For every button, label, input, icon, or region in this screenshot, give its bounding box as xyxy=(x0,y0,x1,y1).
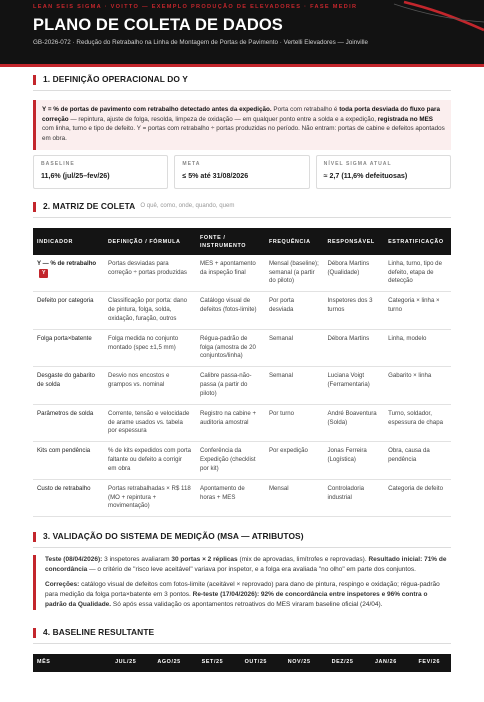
table-cell: Categoria de defeito xyxy=(384,479,451,516)
table-cell: Jonas Ferreira (Logística) xyxy=(323,442,384,479)
column-header: ESTRATIFICAÇÃO xyxy=(384,228,451,255)
metric-label: META xyxy=(182,160,201,167)
metric-label: BASELINE xyxy=(41,160,75,167)
msa-text: catálogo visual de defeitos com fotos-limite (aceitável × reprovado) para dano de pintura, respingo e oxidação; régua-padrão para medição da folga porta×batente em 3 pontos. xyxy=(45,581,440,599)
table-cell: Por expedição xyxy=(265,442,324,479)
table-cell: Classificação por porta: dano de pintura, folga, solda, oxidação, furação, outros xyxy=(104,292,196,329)
section-1-heading xyxy=(33,74,451,86)
table-cell: Defeito por categoria xyxy=(33,292,104,329)
table-cell: Régua-padrão de folga (amostra de 20 conjuntos/linha) xyxy=(196,329,265,366)
y-badge: Y xyxy=(39,269,48,279)
table-cell: Controladoria industrial xyxy=(323,479,384,516)
metric-card-sigma xyxy=(316,155,451,189)
column-header: INDICADOR xyxy=(33,228,104,255)
table-cell: Folga porta×batente xyxy=(33,329,104,366)
msa-text: Só após essa validação os apontamentos retroativos do MES viraram baseline oficial (24/04). xyxy=(111,601,383,609)
table-cell: Desvio nos encostos e grampos vs. nominal xyxy=(104,367,196,404)
table-cell: André Boaventura (Solda) xyxy=(323,404,384,441)
table-cell: Débora Martins (Qualidade) xyxy=(323,255,384,292)
section-divider xyxy=(33,90,451,91)
operational-definition-box xyxy=(33,100,451,150)
table-row xyxy=(33,479,451,516)
section-title: 2. MATRIZ DE COLETA xyxy=(43,200,136,211)
section-divider xyxy=(33,217,451,218)
section-4-heading xyxy=(33,627,451,639)
table-cell: Débora Martins xyxy=(323,329,384,366)
msa-text: (mix de aprovadas, limítrofes e reprovadas). xyxy=(237,555,369,563)
msa-bold: Resultado inicial: 71% de concordância xyxy=(45,555,447,574)
msa-text: — o critério de "risco leve aceitável" variava por inspetor, e a folga era avaliada "no olho" em parte dos conjuntos. xyxy=(87,566,416,574)
metric-card-baseline xyxy=(33,155,168,189)
metric-value: ≤ 5% até 31/08/2026 xyxy=(182,171,249,180)
section-title: 4. BASELINE RESULTANTE xyxy=(43,627,155,638)
metric-card-meta xyxy=(174,155,309,189)
table-cell: MES + apontamento da inspeção final xyxy=(196,255,265,292)
msa-validation-text xyxy=(33,555,451,610)
column-header: RESPONSÁVEL xyxy=(323,228,384,255)
table-cell: Desgaste do gabarito de solda xyxy=(33,367,104,404)
definition-text: com linha, turno e tipo de defeito. Y = portas com retrabalho ÷ portas produzidas no período. Não entram: portas de cabine e defeitos apontados em obra. xyxy=(42,125,445,143)
table-cell: Linha, turno, tipo de defeito, etapa de detecção xyxy=(384,255,451,292)
table-cell: Categoria × linha × turno xyxy=(384,292,451,329)
metric-value: 11,6% (jul/25–fev/26) xyxy=(41,171,110,180)
definition-y-bold: Y = % de portas de pavimento com retrabalho detectado antes da expedição. xyxy=(42,105,272,113)
table-cell: Por turno xyxy=(265,404,324,441)
msa-bold: Re-teste (17/04/2026): 92% de concordância entre inspetores e 96% contra o padrão da Qualidade. xyxy=(45,591,428,609)
table-cell xyxy=(33,255,104,292)
table-row xyxy=(33,442,451,479)
column-header: NOV/25 xyxy=(277,654,320,672)
section-divider xyxy=(33,643,451,644)
table-cell: Mensal (baseline); semanal (a partir do piloto) xyxy=(265,255,324,292)
table-cell: Luciana Voigt (Ferramentaria) xyxy=(323,367,384,404)
indicator-label: Y — % de retrabalho xyxy=(37,259,97,267)
metric-label: NÍVEL SIGMA ATUAL xyxy=(323,160,392,167)
table-cell: Catálogo visual de defeitos (fotos-limite) xyxy=(196,292,265,329)
header-kicker: LEAN SEIS SIGMA · VOITTO — EXEMPLO PRODUÇÃO DE ELEVADORES · FASE MEDIR xyxy=(33,4,358,10)
table-cell: Semanal xyxy=(265,329,324,366)
section-marker xyxy=(33,532,36,542)
section-3-heading xyxy=(33,531,451,543)
msa-bold: Correções: xyxy=(45,581,80,589)
table-cell: Apontamento de horas + MES xyxy=(196,479,265,516)
table-cell: Corrente, tensão e velocidade de arame usados vs. tabela por espessura xyxy=(104,404,196,441)
section-marker xyxy=(33,202,36,212)
section-note: O quê, como, onde, quando, quem xyxy=(140,202,235,210)
column-header: DEZ/25 xyxy=(321,654,364,672)
page-title: PLANO DE COLETA DE DADOS xyxy=(33,15,283,34)
table-cell: Semanal xyxy=(265,367,324,404)
msa-text: 3 inspetores avaliaram xyxy=(102,555,172,563)
msa-bold: Teste (08/04/2026): xyxy=(45,555,103,563)
table-header-row xyxy=(33,654,451,672)
definition-text: — repintura, ajuste de folga, resolda, limpeza de oxidação — em qualquer ponto entre a solda e a expedição, xyxy=(68,115,378,123)
section-marker xyxy=(33,628,36,638)
header-accent-bar xyxy=(0,64,484,67)
header-subtitle: GB-2026-072 · Redução do Retrabalho na Linha de Montagem de Portas de Pavimento · Vertelli Elevadores — Joinville xyxy=(33,39,368,47)
data-collection-matrix xyxy=(33,228,451,518)
definition-text: Porta com retrabalho é xyxy=(271,105,340,113)
table-row xyxy=(33,329,451,366)
column-header: DEFINIÇÃO / FÓRMULA xyxy=(104,228,196,255)
table-header-row xyxy=(33,228,451,255)
msa-bold: 30 portas × 2 réplicas xyxy=(171,555,238,563)
table-cell: Turno, soldador, espessura de chapa xyxy=(384,404,451,441)
section-title: 3. VALIDAÇÃO DO SISTEMA DE MEDIÇÃO (MSA — ATRIBUTOS) xyxy=(43,531,304,542)
table-cell: Mensal xyxy=(265,479,324,516)
table-cell: Folga medida no conjunto montado (spec ±1,5 mm) xyxy=(104,329,196,366)
table-cell: % de kits expedidos com porta faltante ou defeito a corrigir em obra xyxy=(104,442,196,479)
section-divider xyxy=(33,547,451,548)
column-header: JAN/26 xyxy=(364,654,407,672)
section-marker xyxy=(33,75,36,85)
column-header: FONTE / INSTRUMENTO xyxy=(196,228,265,255)
definition-bold: registrada no MES xyxy=(377,115,433,123)
baseline-table xyxy=(33,654,451,672)
table-cell: Calibre passa-não-passa (a partir do piloto) xyxy=(196,367,265,404)
table-row xyxy=(33,292,451,329)
table-cell: Parâmetros de solda xyxy=(33,404,104,441)
column-header: OUT/25 xyxy=(234,654,277,672)
section-2-heading xyxy=(33,201,451,213)
table-cell: Registro na cabine + auditoria amostral xyxy=(196,404,265,441)
metric-value: ≈ 2,7 (11,6% defeituosas) xyxy=(323,171,408,180)
msa-paragraph-test xyxy=(45,555,447,575)
table-cell: Conferência da Expedição (checklist por kit) xyxy=(196,442,265,479)
metrics-row xyxy=(33,155,451,189)
column-header: MÊS xyxy=(33,654,104,672)
table-row xyxy=(33,367,451,404)
table-cell: Obra, causa da pendência xyxy=(384,442,451,479)
column-header: FREQUÊNCIA xyxy=(265,228,324,255)
column-header: FEV/26 xyxy=(408,654,451,672)
report-header xyxy=(0,0,484,64)
table-cell: Por porta desviada xyxy=(265,292,324,329)
table-cell: Portas retrabalhadas × R$ 118 (MO + repintura + movimentação) xyxy=(104,479,196,516)
msa-paragraph-corrections xyxy=(45,580,447,610)
definition-bold: toda porta desviada do fluxo para correção xyxy=(42,105,440,123)
section-title: 1. DEFINIÇÃO OPERACIONAL DO Y xyxy=(43,74,188,84)
table-cell: Custo de retrabalho xyxy=(33,479,104,516)
table-cell: Inspetores dos 3 turnos xyxy=(323,292,384,329)
table-row xyxy=(33,404,451,441)
table-row xyxy=(33,255,451,292)
table-cell: Kits com pendência xyxy=(33,442,104,479)
column-header: JUL/25 xyxy=(104,654,147,672)
column-header: SET/25 xyxy=(191,654,234,672)
header-curve-decoration xyxy=(384,0,484,40)
table-cell: Linha, modelo xyxy=(384,329,451,366)
column-header: AGO/25 xyxy=(147,654,190,672)
table-cell: Gabarito × linha xyxy=(384,367,451,404)
table-cell: Portas desviadas para correção ÷ portas produzidas xyxy=(104,255,196,292)
